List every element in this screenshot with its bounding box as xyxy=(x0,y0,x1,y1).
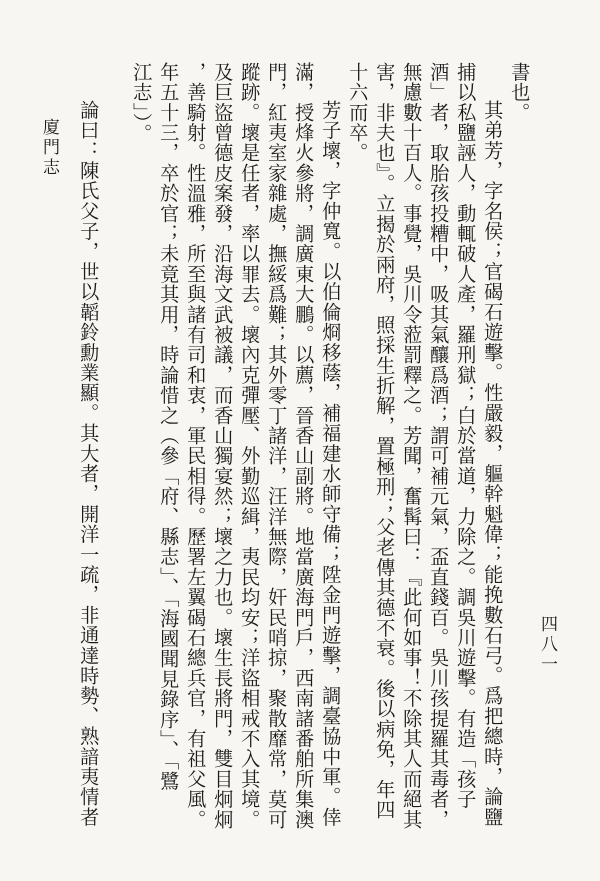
text-column-1: 書也。 xyxy=(508,62,532,123)
text-column-15: 江志」）。 xyxy=(130,62,154,144)
text-column-5: 無慮數十百人。事覺，吳川令蒞罰釋之。芳聞，奮髯曰：『此何如事！不除其人而絕其 xyxy=(400,62,424,830)
text-column-7: 十六而卒。 xyxy=(346,62,370,163)
text-column-3: 捕以私鹽誣人，動輒破人產，羅刑獄；白於當道，力除之。調吳川遊擊。有造「孩子 xyxy=(454,62,478,810)
text-column-2: 其弟芳，字名侯；官碣石遊擊。性嚴毅，軀幹魁偉；能挽數石弓。爲把總時，論鹽 xyxy=(481,100,505,828)
book-title: 廈門志 xyxy=(39,118,59,178)
text-column-14: 年五十三，卒於官；未竟其用，時論惜之（參「府、縣志」、「海國聞見錄序」、「鷺 xyxy=(157,62,181,792)
text-column-10: 門，紅夷室家雜處，撫綏爲難；其外零丁諸洋，汪洋無際，奸民哨掠，聚散靡常，莫可 xyxy=(265,62,289,830)
text-column-11: 蹤跡。壞是任者，率以罪去。壞內克彈壓、外勤巡緝，夷民均安；洋盜相戒不入其境。 xyxy=(238,62,262,830)
text-column-12: 及巨盜曾德皮案發，沿海文武被議，而香山獨宴然；壞之力也。壞生長將門，雙目炯炯 xyxy=(211,62,235,830)
text-column-9: 滿，授烽火參將，調廣東大鵬。以薦，晉香山副將。地當廣海門戶，西南諸番舶所集澳 xyxy=(292,62,316,830)
text-column-4: 酒」者，取胎孩投糟中，吸其氣釀爲酒；謂可補元氣，盃直錢百。吳川孩提羅其毒者， xyxy=(427,62,451,830)
text-column-13: ，善騎射。性溫雅，所至與諸有司和衷，軍民相得。歷署左翼碣石總兵官，有祖父風。 xyxy=(184,62,208,830)
text-column-16: 論曰：陳氏父子，世以韜鈴勳業顯。其大者，開洋一疏，非通達時勢、熟諳夷情者 xyxy=(77,100,101,828)
page-number: 四八一 xyxy=(537,615,557,675)
text-column-6: 害，非夫也』。立揭於兩府，照採生折解，置極刑；父老傳其德不衰。後以病免，年四 xyxy=(373,62,397,820)
text-column-8: 芳子壞，字仲寬。以伯倫烱移蔭，補福建水師守備；陞金門遊擊，調臺協中軍。倖 xyxy=(319,100,343,828)
